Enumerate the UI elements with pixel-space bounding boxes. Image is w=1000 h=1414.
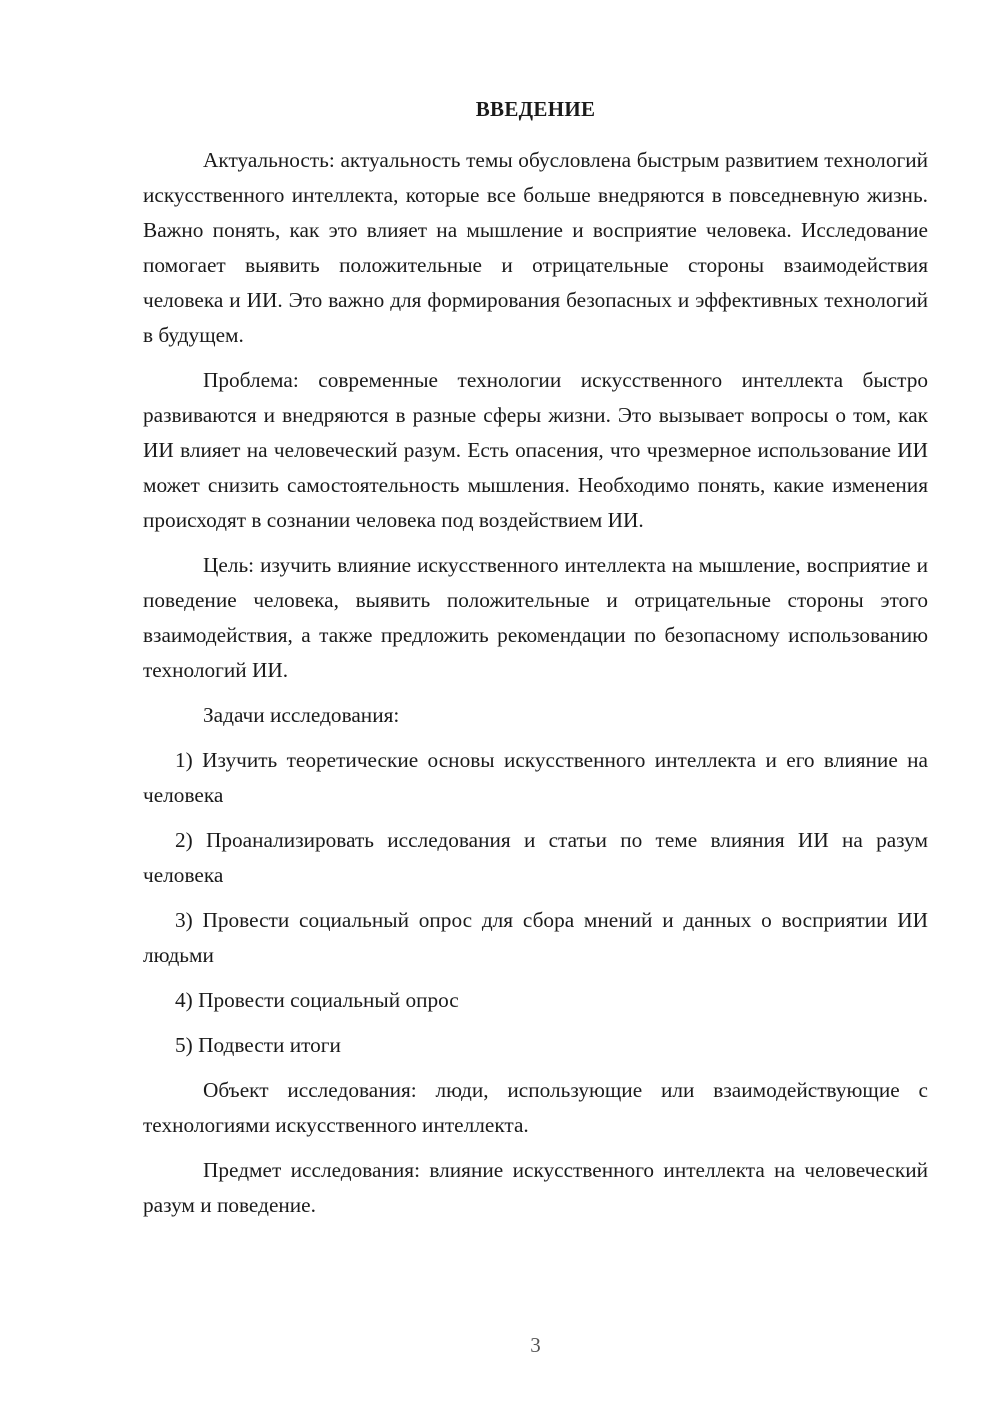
paragraph-relevance: Актуальность: актуальность темы обусловлена быстрым развитием технологий искусственного интеллекта, которые все больше внедряются в повседневную жизнь. Важно понять, как это влияет на мышление и восприятие человека. Исследование помогает выявить положительные и отрицательные стороны взаимодействия человека и ИИ. Это важно для формирования безопасных и эффективных технологий в будущем. bbox=[143, 148, 928, 347]
page-number: 3 bbox=[530, 1333, 541, 1357]
paragraph-subject: Предмет исследования: влияние искусственного интеллекта на человеческий разум и поведение. bbox=[143, 1158, 928, 1217]
paragraph-object: Объект исследования: люди, использующие или взаимодействующие с технологиями искусственного интеллекта. bbox=[143, 1078, 928, 1137]
document-page bbox=[143, 0, 928, 1414]
list-item: 5) Подвести итоги bbox=[175, 1033, 341, 1057]
tasks-list bbox=[143, 743, 928, 1063]
list-item: 2) Проанализировать исследования и статьи по теме влияния ИИ на разум человека bbox=[143, 828, 928, 887]
list-item: 1) Изучить теоретические основы искусственного интеллекта и его влияние на человека bbox=[143, 748, 928, 807]
tasks-heading: Задачи исследования: bbox=[203, 703, 400, 727]
list-item: 4) Провести социальный опрос bbox=[175, 988, 459, 1012]
paragraph-goal: Цель: изучить влияние искусственного интеллекта на мышление, восприятие и поведение человека, выявить положительные и отрицательные стороны этого взаимодействия, а также предложить рекомендации по безопасному использованию технологий ИИ. bbox=[143, 553, 928, 682]
paragraph-problem: Проблема: современные технологии искусственного интеллекта быстро развиваются и внедряются в разные сферы жизни. Это вызывает вопросы о том, как ИИ влияет на человеческий разум. Есть опасения, что чрезмерное использование ИИ может снизить самостоятельность мышления. Необходимо понять, какие изменения происходят в сознании человека под воздействием ИИ. bbox=[143, 368, 928, 532]
page-title: ВВЕДЕНИЕ bbox=[475, 97, 596, 121]
document-body bbox=[143, 143, 928, 1223]
list-item: 3) Провести социальный опрос для сбора мнений и данных о восприятии ИИ людьми bbox=[143, 908, 928, 967]
